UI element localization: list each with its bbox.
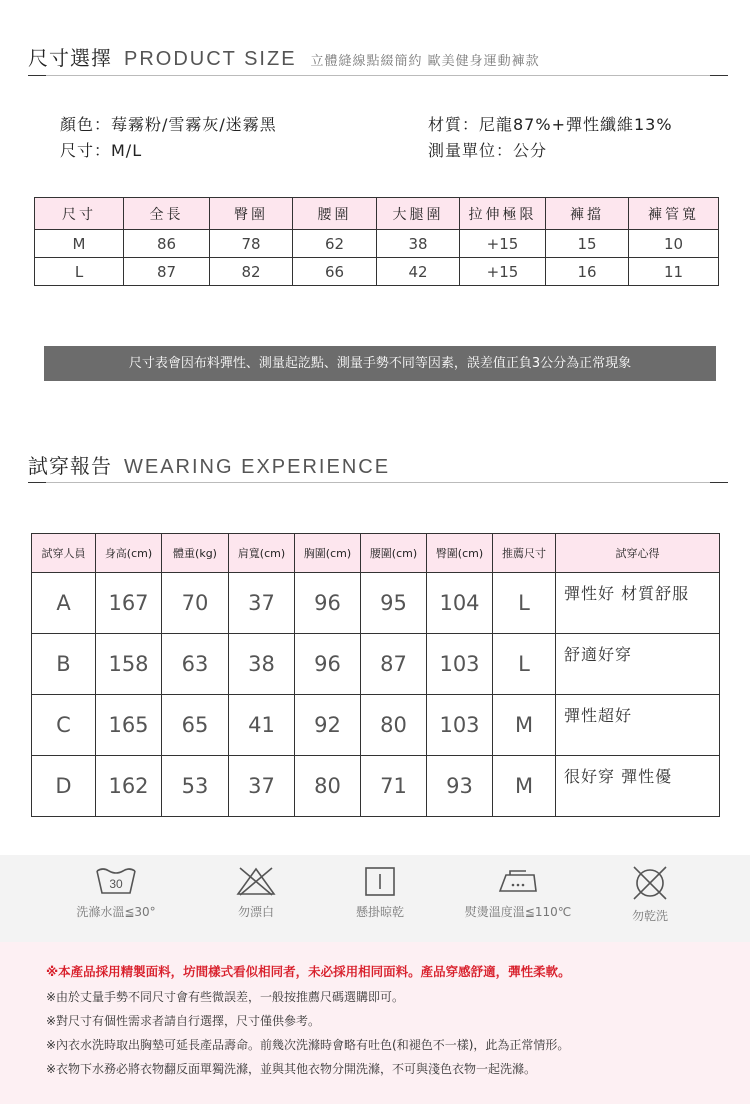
size-header-cell: 臀圍 <box>210 198 293 230</box>
care-label: 懸掛晾乾 <box>355 905 404 919</box>
wear-cell: 80 <box>361 695 427 756</box>
care-item-wash <box>56 865 176 920</box>
care-item-bleach <box>196 865 316 920</box>
size-cell: 16 <box>546 258 629 286</box>
care-item-dry <box>320 865 440 920</box>
no-bleach-icon <box>234 865 278 897</box>
wear-cell: L <box>493 573 556 634</box>
wear-divider <box>28 482 728 483</box>
size-cell: 38 <box>377 230 460 258</box>
size-title-zh: 尺寸選擇 <box>28 46 112 70</box>
wear-cell: 158 <box>96 634 162 695</box>
size-notice-banner: 尺寸表會因布料彈性、測量起訖點、測量手勢不同等因素，誤差值正負3公分為正常現象 <box>44 346 716 381</box>
size-cell: 86 <box>124 230 210 258</box>
note-washing: ※內衣水洗時取出胸墊可延長產品壽命。前幾次洗滌時會略有吐色(和褪色不一樣)，此為正常情形。 <box>46 1038 570 1052</box>
product-size: 尺寸：M/L <box>60 141 143 160</box>
wear-cell: 87 <box>361 634 427 695</box>
wear-cell: 167 <box>96 573 162 634</box>
hang-dry-icon <box>358 865 402 897</box>
wear-cell: 80 <box>295 756 361 817</box>
wear-cell: 96 <box>295 634 361 695</box>
size-header-cell: 拉伸極限 <box>460 198 546 230</box>
wear-cell: 95 <box>361 573 427 634</box>
size-cell: L <box>35 258 124 286</box>
size-cell: 87 <box>124 258 210 286</box>
wear-cell: 37 <box>229 756 295 817</box>
size-header-cell: 褲擋 <box>546 198 629 230</box>
size-table-header <box>35 198 719 230</box>
wear-feedback: 彈性超好 <box>556 695 720 756</box>
wear-title-zh: 試穿報告 <box>28 454 112 478</box>
table-row <box>32 634 720 695</box>
wear-cell: 38 <box>229 634 295 695</box>
table-row <box>35 258 719 286</box>
iron-icon <box>496 865 540 897</box>
wear-cell: 96 <box>295 573 361 634</box>
care-label: 熨燙溫度溫≦110℃ <box>464 905 572 919</box>
size-cell: M <box>35 230 124 258</box>
size-divider <box>28 75 728 76</box>
size-title-en: PRODUCT SIZE <box>124 48 297 70</box>
table-row <box>32 695 720 756</box>
wear-feedback: 舒適好穿 <box>556 634 720 695</box>
table-row <box>32 756 720 817</box>
size-section-title <box>28 42 540 71</box>
care-item-iron <box>458 865 578 920</box>
wear-header-cell: 推薦尺寸 <box>493 534 556 573</box>
wash-30-icon <box>94 865 138 897</box>
table-row <box>35 230 719 258</box>
note-reference: ※對尺寸有個性需求者請自行選擇，尺寸僅供參考。 <box>46 1014 321 1028</box>
notes-panel <box>0 942 750 1104</box>
size-cell: 10 <box>629 230 719 258</box>
wear-cell: 103 <box>427 695 493 756</box>
note-measurement: ※由於丈量手勢不同尺寸會有些微誤差，一般按推薦尺碼選購即可。 <box>46 990 405 1004</box>
size-cell: 11 <box>629 258 719 286</box>
wear-table <box>31 533 720 817</box>
wear-feedback: 彈性好 材質舒服 <box>556 573 720 634</box>
wear-cell: 93 <box>427 756 493 817</box>
size-cell: 62 <box>293 230 377 258</box>
wear-cell: 70 <box>162 573 229 634</box>
size-cell: 42 <box>377 258 460 286</box>
size-cell: 66 <box>293 258 377 286</box>
wear-cell: 71 <box>361 756 427 817</box>
care-item-drycleaning <box>590 865 710 924</box>
size-header-cell: 大腿圍 <box>377 198 460 230</box>
care-label: 洗滌水溫≦30° <box>76 905 156 919</box>
size-subtitle: 立體縫線點綴簡約 歐美健身運動褲款 <box>310 54 540 69</box>
product-color: 顏色：莓霧粉/雪霧灰/迷霧黑 <box>60 115 277 134</box>
wear-cell: 103 <box>427 634 493 695</box>
wear-cell: 104 <box>427 573 493 634</box>
wear-header-cell: 身高(cm) <box>96 534 162 573</box>
wear-cell: M <box>493 695 556 756</box>
wear-header-cell: 臀圍(cm) <box>427 534 493 573</box>
size-cell: 78 <box>210 230 293 258</box>
wear-cell: 162 <box>96 756 162 817</box>
measure-unit: 測量單位：公分 <box>428 141 548 160</box>
care-label: 勿漂白 <box>237 905 274 919</box>
care-label: 勿乾洗 <box>631 909 668 923</box>
wear-title-en: WEARING EXPERIENCE <box>124 456 391 478</box>
table-row <box>32 573 720 634</box>
wear-cell: 65 <box>162 695 229 756</box>
wear-cell: 53 <box>162 756 229 817</box>
wear-header-cell: 肩寬(cm) <box>229 534 295 573</box>
wear-section-title <box>28 450 390 479</box>
wear-header-cell: 試穿心得 <box>556 534 720 573</box>
note-separate-wash: ※衣物下水務必將衣物翻反面單獨洗滌，並與其他衣物分開洗滌，不可與淺色衣物一起洗滌。 <box>46 1062 537 1076</box>
wear-cell: 63 <box>162 634 229 695</box>
wear-header-cell: 腰圍(cm) <box>361 534 427 573</box>
no-tumble-dry-icon <box>628 865 672 901</box>
size-header-cell: 尺寸 <box>35 198 124 230</box>
care-instructions-bar <box>0 855 750 942</box>
size-cell: +15 <box>460 258 546 286</box>
wear-cell: L <box>493 634 556 695</box>
size-header-cell: 褲管寬 <box>629 198 719 230</box>
wear-header-cell: 胸圍(cm) <box>295 534 361 573</box>
wear-cell: 92 <box>295 695 361 756</box>
size-header-cell: 腰圍 <box>293 198 377 230</box>
size-cell: 15 <box>546 230 629 258</box>
note-fabric: ※本產品採用精製面料，坊間樣式看似相同者，未必採用相同面料。產品穿感舒適，彈性柔軟。 <box>46 964 571 979</box>
size-table <box>34 197 719 286</box>
product-material: 材質：尼龍87%+彈性纖維13% <box>428 115 673 134</box>
wear-feedback: 很好穿 彈性優 <box>556 756 720 817</box>
size-header-cell: 全長 <box>124 198 210 230</box>
wash-temp-number: 30 <box>109 877 123 891</box>
wear-table-header <box>32 534 720 573</box>
wear-cell: 37 <box>229 573 295 634</box>
wear-header-cell: 體重(kg) <box>162 534 229 573</box>
wear-cell: C <box>32 695 96 756</box>
size-cell: +15 <box>460 230 546 258</box>
size-cell: 82 <box>210 258 293 286</box>
wear-cell: A <box>32 573 96 634</box>
wear-cell: B <box>32 634 96 695</box>
wear-cell: 41 <box>229 695 295 756</box>
wear-header-cell: 試穿人員 <box>32 534 96 573</box>
wear-cell: D <box>32 756 96 817</box>
wear-cell: 165 <box>96 695 162 756</box>
wear-cell: M <box>493 756 556 817</box>
